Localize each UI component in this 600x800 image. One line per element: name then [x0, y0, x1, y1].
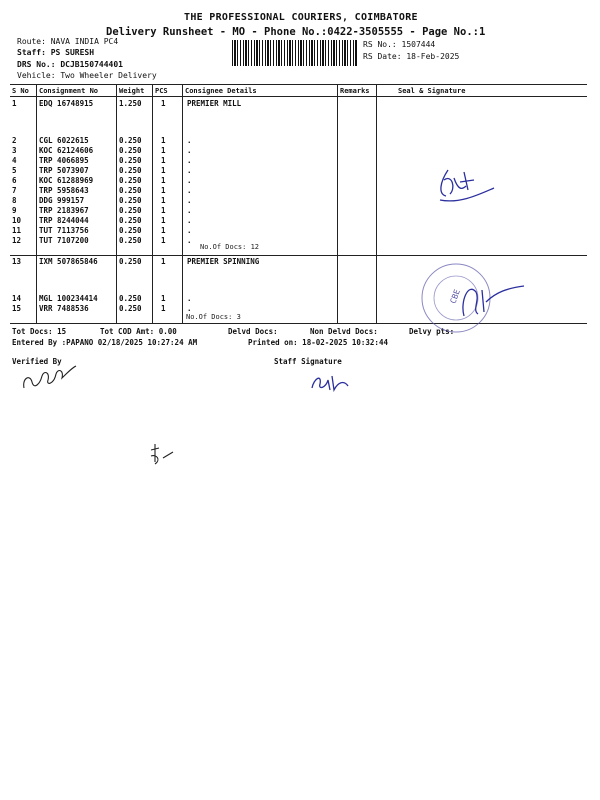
rs-number: RS No.: 1507444: [363, 40, 436, 49]
staff-label: Staff: PS SURESH: [17, 48, 95, 57]
drs-label: DRS No.: DCJB150744401: [17, 60, 123, 69]
row-consignment-no: KOC 62124606: [39, 146, 94, 155]
row-consignee: .: [187, 294, 192, 303]
row-consignment-no: DDG 999157: [39, 196, 85, 205]
row-sno: 10: [12, 216, 22, 225]
row-weight: 0.250: [119, 216, 142, 225]
row-sno: 9: [12, 206, 17, 215]
row-consignee: .: [187, 166, 192, 175]
vehicle-label: Vehicle: Two Wheeler Delivery: [17, 71, 157, 80]
row-consignee: PREMIER MILL: [187, 99, 242, 108]
row-consignee: .: [187, 136, 192, 145]
row-weight: 0.250: [119, 176, 142, 185]
row-consignment-no: TRP 5958643: [39, 186, 89, 195]
row-sno: 7: [12, 186, 17, 195]
row-sno: 3: [12, 146, 17, 155]
col-header-seal: Seal & Signature: [398, 87, 466, 95]
row-sno: 12: [12, 236, 22, 245]
row-pcs: 1: [161, 146, 166, 155]
row-consignment-no: TRP 2183967: [39, 206, 89, 215]
row-pcs: 1: [161, 99, 166, 108]
runsheet-subtitle: Delivery Runsheet - MO - Phone No.:0422-3505555 - Page No.:1: [106, 26, 486, 38]
row-consignee: PREMIER SPINNING: [187, 257, 260, 266]
row-consignee: .: [187, 236, 192, 245]
row-consignee: .: [187, 196, 192, 205]
rs-date: RS Date: 18-Feb-2025: [363, 52, 460, 61]
pen-scribble: [145, 440, 185, 470]
row-sno: 13: [12, 257, 22, 266]
col-header-sno: S No: [12, 87, 29, 95]
row-pcs: 1: [161, 294, 166, 303]
row-consignee: .: [187, 186, 192, 195]
row-weight: 0.250: [119, 186, 142, 195]
row-consignment-no: TRP 4066895: [39, 156, 89, 165]
group2-doc-count: No.Of Docs: 3: [186, 313, 241, 321]
row-pcs: 1: [161, 226, 166, 235]
row-weight: 0.250: [119, 304, 142, 313]
row-pcs: 1: [161, 196, 166, 205]
row-pcs: 1: [161, 304, 166, 313]
row-weight: 1.250: [119, 99, 142, 108]
row-weight: 0.250: [119, 196, 142, 205]
row-consignee: .: [187, 304, 192, 313]
row-consignment-no: EDQ 16748915: [39, 99, 94, 108]
verified-by-label: Verified By: [12, 357, 62, 366]
row-consignee: .: [187, 156, 192, 165]
col-header-consignee: Consignee Details: [185, 87, 257, 95]
row-pcs: 1: [161, 236, 166, 245]
col-header-pcs: PCS: [155, 87, 168, 95]
row-consignee: .: [187, 146, 192, 155]
row-pcs: 1: [161, 206, 166, 215]
row-weight: 0.250: [119, 236, 142, 245]
stamp-text: CBE: [448, 288, 462, 305]
verifier-signature: [20, 360, 80, 396]
row-consignment-no: CGL 6022615: [39, 136, 89, 145]
total-docs: Tot Docs: 15: [12, 327, 67, 336]
row-sno: 5: [12, 166, 17, 175]
row-sno: 4: [12, 156, 17, 165]
row-weight: 0.250: [119, 294, 142, 303]
row-consignment-no: MGL 100234414: [39, 294, 98, 303]
row-consignment-no: VRR 7488536: [39, 304, 89, 313]
company-seal-stamp: [420, 262, 530, 332]
row-sno: 6: [12, 176, 17, 185]
group1-doc-count: No.Of Docs: 12: [200, 243, 260, 251]
row-sno: 8: [12, 196, 17, 205]
col-header-consignment: Consignment No: [39, 87, 99, 95]
printed-on: Printed on: 18-02-2025 10:32:44: [248, 338, 388, 347]
staff-signature-label: Staff Signature: [274, 357, 342, 366]
row-pcs: 1: [161, 186, 166, 195]
delivered-docs: Delvd Docs:: [228, 327, 278, 336]
row-pcs: 1: [161, 176, 166, 185]
staff-signature: [308, 368, 358, 396]
entered-by: Entered By :PAPANO 02/18/2025 10:27:24 AM: [12, 338, 198, 347]
row-sno: 2: [12, 136, 17, 145]
row-weight: 0.250: [119, 166, 142, 175]
row-sno: 1: [12, 99, 17, 108]
company-title: THE PROFESSIONAL COURIERS, COIMBATORE: [184, 12, 418, 23]
row-weight: 0.250: [119, 146, 142, 155]
row-weight: 0.250: [119, 136, 142, 145]
row-consignment-no: TUT 7107200: [39, 236, 89, 245]
col-header-remarks: Remarks: [340, 87, 370, 95]
row-sno: 15: [12, 304, 22, 313]
row-pcs: 1: [161, 136, 166, 145]
row-consignee: .: [187, 206, 192, 215]
row-pcs: 1: [161, 257, 166, 266]
total-cod-amount: Tot COD Amt: 0.00: [100, 327, 177, 336]
row-weight: 0.250: [119, 156, 142, 165]
row-consignment-no: KOC 61288969: [39, 176, 94, 185]
row-weight: 0.250: [119, 226, 142, 235]
delivery-points: Delvy pts:: [409, 327, 455, 336]
row-consignment-no: TRP 8244044: [39, 216, 89, 225]
row-sno: 14: [12, 294, 22, 303]
row-pcs: 1: [161, 216, 166, 225]
row-weight: 0.250: [119, 257, 142, 266]
row-consignment-no: IXM 507865846: [39, 257, 98, 266]
barcode: [232, 40, 358, 66]
row-consignment-no: TUT 7113756: [39, 226, 89, 235]
row-consignee: .: [187, 176, 192, 185]
non-delivered-docs: Non Delvd Docs:: [310, 327, 378, 336]
row-consignee: .: [187, 226, 192, 235]
col-header-weight: Weight: [119, 87, 145, 95]
row-sno: 11: [12, 226, 22, 235]
row-pcs: 1: [161, 166, 166, 175]
row-consignee: .: [187, 216, 192, 225]
row-consignment-no: TRP 5073907: [39, 166, 89, 175]
row-weight: 0.250: [119, 206, 142, 215]
route-label: Route: NAVA INDIA PC4: [17, 37, 119, 46]
row-pcs: 1: [161, 156, 166, 165]
consignee-signature-1: [430, 160, 500, 210]
